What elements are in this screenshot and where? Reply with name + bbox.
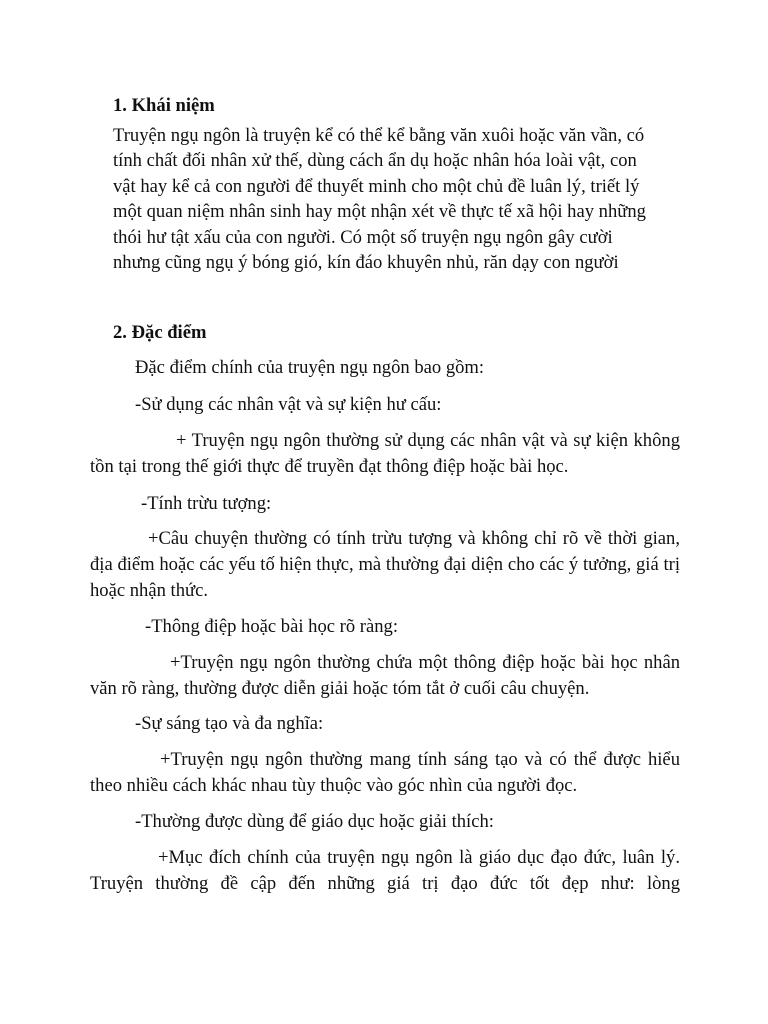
point-detail: + Truyện ngụ ngôn thường sử dụng các nhân vật và sự kiện không tồn tại trong thế giới thực để truyền đạt thông điệp hoặc bài học.: [90, 430, 680, 477]
section-heading-concept: 1. Khái niệm: [113, 95, 215, 116]
concept-paragraph: Truyện ngụ ngôn là truyện kể có thể kể bằng văn xuôi hoặc văn vần, có tính chất đối nhân xử thế, dùng cách ẩn dụ hoặc nhân hóa loài vật, con vật hay kể cả con người để thuyết minh cho một chủ đề luân lý, triết lý một quan niệm nhân sinh hay một nhận xét về thực tế xã hội hay những thói hư tật xấu của con người. Có một số truyện ngụ ngôn gây cười nhưng cũng ngụ ý bóng gió, kín đáo khuyên nhủ, răn dạy con người: [113, 125, 646, 274]
point-title: -Tính trừu tượng:: [141, 493, 272, 514]
point-detail: +Câu chuyện thường có tính trừu tượng và không chỉ rõ về thời gian, địa điểm hoặc các yếu tố hiện thực, mà thường đại diện cho các ý tưởng, giá trị hoặc nhận thức.: [90, 528, 680, 601]
point-detail: +Truyện ngụ ngôn thường chứa một thông điệp hoặc bài học nhân văn rõ ràng, thường được diễn giải hoặc tóm tắt ở cuối câu chuyện.: [90, 652, 680, 699]
point-title: -Sử dụng các nhân vật và sự kiện hư cấu:: [135, 394, 442, 415]
point-title: -Thường được dùng để giáo dục hoặc giải thích:: [135, 811, 494, 832]
point-title: -Sự sáng tạo và đa nghĩa:: [135, 713, 324, 734]
point-detail: +Truyện ngụ ngôn thường mang tính sáng tạo và có thể được hiểu theo nhiều cách khác nhau tùy thuộc vào góc nhìn của người đọc.: [90, 749, 680, 796]
point-title: -Thông điệp hoặc bài học rõ ràng:: [145, 616, 398, 637]
section-heading-characteristics: 2. Đặc điểm: [113, 322, 207, 343]
point-detail: +Mục đích chính của truyện ngụ ngôn là giáo dục đạo đức, luân lý. Truyện thường đề cập đến những giá trị đạo đức tốt đẹp như: lòng: [90, 847, 680, 894]
characteristics-intro: Đặc điểm chính của truyện ngụ ngôn bao gồm:: [135, 357, 485, 378]
